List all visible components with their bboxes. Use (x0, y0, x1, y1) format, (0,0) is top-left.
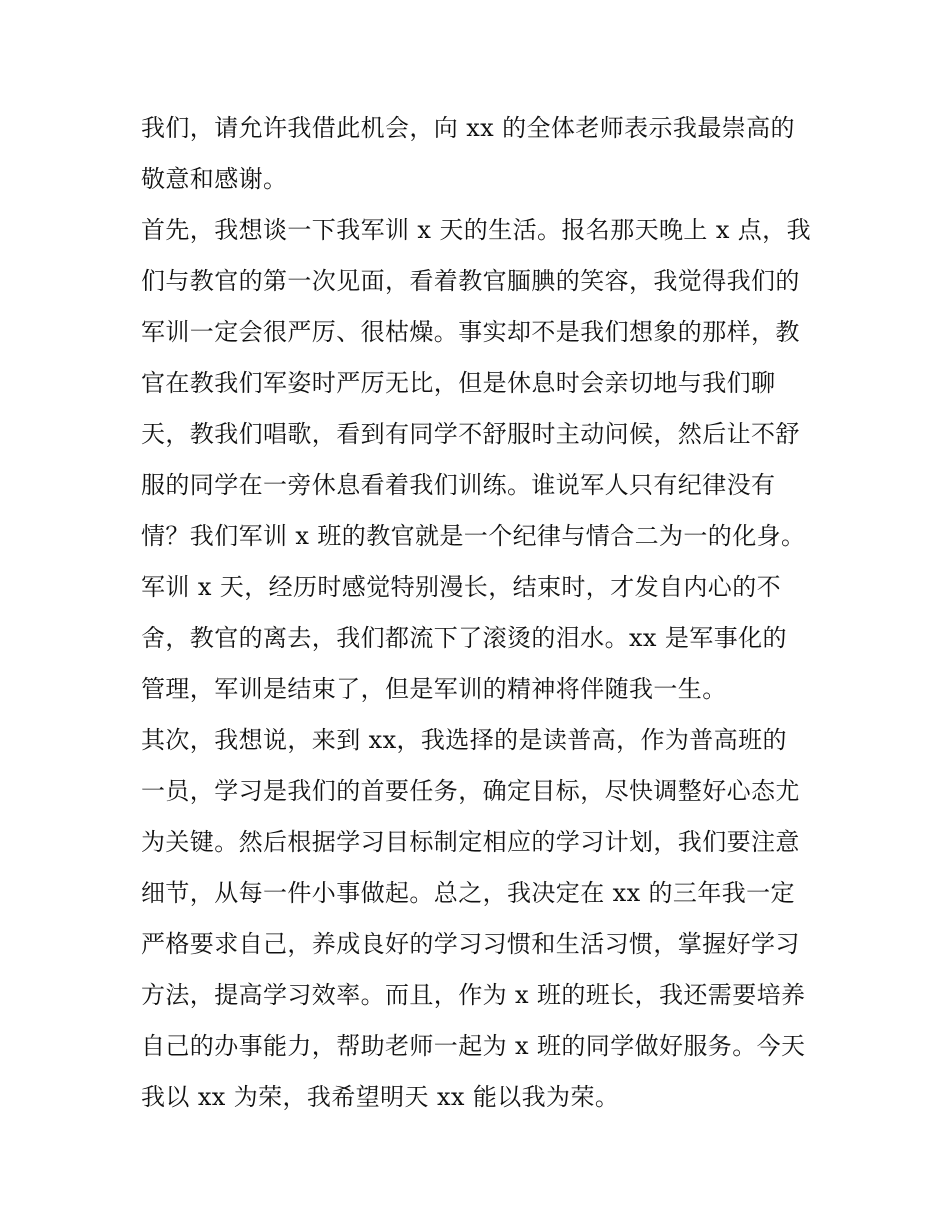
text-line: 一员，学习是我们的首要任务，确定目标，尽快调整好心态尤 (141, 777, 800, 805)
text-line: 们与教官的第一次见面，看着教官腼腆的笑容，我觉得我们的 (141, 267, 800, 295)
text-line: 我们，请允许我借此机会，向 xx 的全体老师表示我最崇高的 (141, 114, 795, 142)
text-line: 官在教我们军姿时严厉无比，但是休息时会亲切地与我们聊 (141, 369, 776, 397)
text-line: 天，教我们唱歌，看到有同学不舒服时主动问候，然后让不舒 (141, 420, 800, 448)
text-line: 细节，从每一件小事做起。总之，我决定在 xx 的三年我一定 (141, 879, 795, 907)
text-line: 方法，提高学习效率。而且，作为 x 班的班长，我还需要培养 (141, 981, 806, 1009)
document-body (141, 103, 821, 1123)
text-line: 管理，军训是结束了，但是军训的精神将伴随我一生。 (141, 675, 727, 703)
text-line: 首先，我想谈一下我军训 x 天的生活。报名那天晚上 x 点，我 (141, 216, 811, 244)
text-line: 敬意和感谢。 (141, 165, 288, 193)
text-line: 自己的办事能力，帮助老师一起为 x 班的同学做好服务。今天 (141, 1032, 806, 1060)
text-line: 我以 xx 为荣，我希望明天 xx 能以我为荣。 (141, 1083, 620, 1111)
text-line: 服的同学在一旁休息看着我们训练。谁说军人只有纪律没有 (141, 471, 776, 499)
text-line: 情？我们军训 x 班的教官就是一个纪律与情合二为一的化身。 (141, 522, 806, 550)
text-line: 军训一定会很严厉、很枯燥。事实却不是我们想象的那样，教 (141, 318, 800, 346)
text-line: 为关键。然后根据学习目标制定相应的学习计划，我们要注意 (141, 828, 800, 856)
text-line: 舍，教官的离去，我们都流下了滚烫的泪水。xx 是军事化的 (141, 624, 787, 652)
text-line: 军训 x 天，经历时感觉特别漫长，结束时，才发自内心的不 (141, 573, 781, 601)
text-line: 严格要求自己，养成良好的学习习惯和生活习惯，掌握好学习 (141, 930, 800, 958)
text-line: 其次，我想说，来到 xx，我选择的是读普高，作为普高班的 (141, 726, 787, 754)
